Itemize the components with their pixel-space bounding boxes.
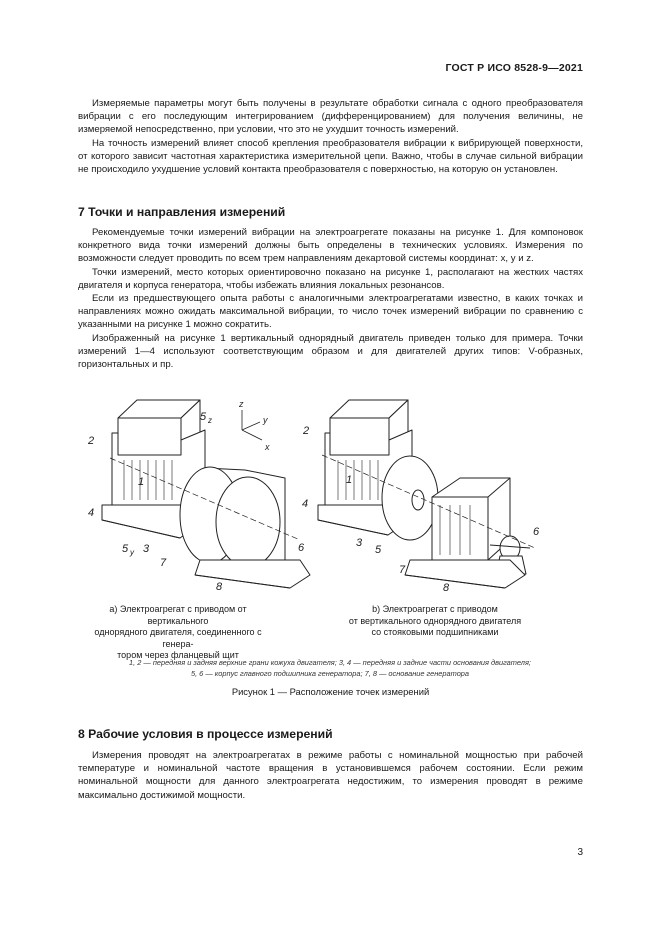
figure-b-caption-line-3: со стояковыми подшипниками	[371, 627, 499, 638]
figure-a-caption	[78, 604, 278, 662]
section-8-text	[78, 749, 583, 802]
point-label-a-6: 6	[298, 542, 305, 554]
figure-b-caption-line-2: от вертикального однорядного двигателя	[348, 615, 522, 626]
point-label-a-5z-sub: z	[208, 416, 212, 425]
point-label-a-4: 4	[88, 507, 95, 519]
figure-b-caption	[330, 604, 540, 639]
point-label-b-8: 8	[443, 582, 450, 594]
generator-set-b-drawing	[318, 400, 535, 588]
section-7-paragraph-4: Изображенный на рисунке 1 вертикальный однорядный двигатель приведен только для примера. Точки измерений 1—4 используют соответствующим образом и для двигателей других типов: V-образных, горизонтальных и пр.	[78, 332, 583, 371]
axis-label-x: x	[265, 442, 270, 452]
figure-title: Рисунок 1 — Расположение точек измерений	[231, 686, 430, 697]
intro-paragraph-2: На точность измерений влияет способ крепления преобразователя вибрации к вибрирующей поверхности, от которого зависит частотная характеристика измерительной цепи. Важно, чтобы в случае сильной вибрации не происходило ухудшение условий контакта преобразователя с поверхностью, на которую он установлен.	[78, 137, 583, 176]
figure-legend-line-1: 1, 2 — передняя и задняя верхние грани кожуха двигателя; 3, 4 — передняя и задние части основания двигателя;	[129, 658, 531, 667]
section-8-title: 8 Рабочие условия в процессе измерений	[78, 727, 333, 741]
point-label-a-2: 2	[88, 435, 95, 447]
figure-a-caption-line-1: a) Электроагрегат с приводом от вертикального	[109, 604, 247, 626]
section-7-paragraph-2: Точки измерений, место которых ориентировочно показано на рисунке 1, располагают на жестких частях двигателя и корпуса генератора, чтобы избежать влияния локальных резонансов.	[78, 266, 583, 291]
intro-text	[78, 97, 583, 176]
point-label-b-2: 2	[303, 425, 310, 437]
point-label-b-6: 6	[533, 526, 540, 538]
point-label-a-3: 3	[143, 543, 150, 555]
point-label-a-1: 1	[138, 476, 145, 488]
point-label-b-3: 3	[356, 537, 363, 549]
point-label-b-1: 1	[346, 474, 353, 486]
point-label-b-5: 5	[375, 544, 382, 556]
point-label-a-5y-sub: y	[130, 548, 134, 557]
figure-legend	[60, 657, 600, 679]
point-label-b-4: 4	[302, 498, 309, 510]
point-label-a-5y: 5	[122, 543, 129, 555]
point-label-a-7: 7	[160, 557, 167, 569]
point-label-a-8: 8	[216, 581, 223, 593]
figure-legend-line-2: 5, 6 — корпус главного подшипника генератора; 7, 8 — основание генератора	[190, 669, 470, 678]
page-number: 3	[577, 847, 583, 858]
figure-1-drawing	[0, 385, 661, 600]
document-code: ГОСТ Р ИСО 8528-9—2021	[445, 62, 583, 74]
figure-b-caption-line-1: b) Электроагрегат с приводом	[372, 604, 498, 614]
generator-set-a-drawing	[102, 400, 310, 588]
section-7-paragraph-3: Если из предшествующего опыта работы с аналогичными электроагрегатами известно, в каких точках и направлениях можно ожидать максимальной вибрации, то число точек измерений вибрации по сравнению с указанными на рисунке 1 можно сократить.	[78, 293, 583, 331]
coordinate-axes	[242, 410, 262, 440]
intro-paragraph-1: Измеряемые параметры могут быть получены в результате обработки сигнала с одного преобразователя вибрации с его последующим интегрированием (дифференцированием) для получения величины, не измеряемой непосредственно, при условии, что это не ухудшит точность измерений.	[78, 98, 583, 136]
axis-label-z: z	[239, 399, 244, 409]
axis-label-y: y	[263, 415, 268, 425]
section-7-title: 7 Точки и направления измерений	[78, 205, 286, 219]
section-8-paragraph-1: Измерения проводят на электроагрегатах в режиме работы с номинальной мощностью при рабочей температуре и номинальной частоте вращения в установившемся рабочем состоянии. Если режим номинальной мощности для данного электроагрегата недостижим, то измерения проводят в режиме максимально достижимой мощности.	[78, 750, 583, 801]
point-label-a-5z: 5	[200, 411, 207, 423]
section-7-text	[78, 226, 583, 371]
figure-a-caption-line-2: однорядного двигателя, соединенного с генера-	[94, 627, 262, 649]
point-label-b-7: 7	[399, 564, 406, 576]
section-7-paragraph-1: Рекомендуемые точки измерений вибрации на электроагрегате показаны на рисунке 1. Для компоновок конкретного вида точки измерений должны быть определены в технических условиях. Измерения по возможности следует проводить по всем трем направлениям декартовой системы координат: x, y и z.	[78, 227, 583, 265]
figure-a-caption-line-3: тором через фланцевый щит	[117, 650, 239, 661]
